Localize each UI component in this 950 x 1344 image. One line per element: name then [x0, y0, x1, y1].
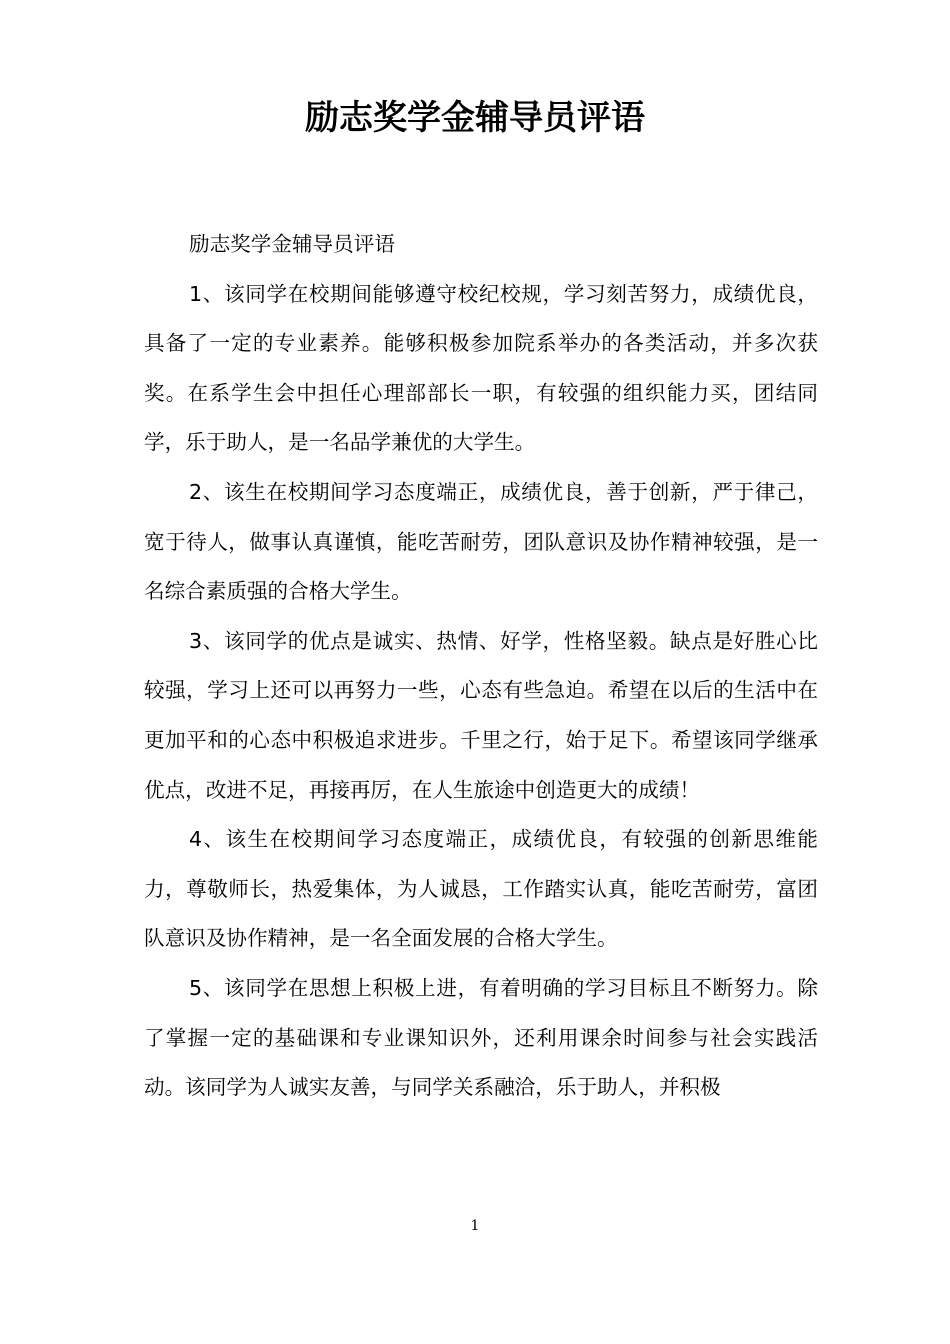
- paragraph-comment-4: 4、该生在校期间学习态度端正，成绩优良，有较强的创新思维能力，尊敬师长，热爱集体，为人诚恳，工作踏实认真，能吃苦耐劳，富团队意识及协作精神，是一名全面发展的合格大学生。: [144, 827, 818, 951]
- paragraph-subtitle: 励志奖学金辅导员评语: [189, 232, 395, 256]
- paragraph-comment-3: 3、该同学的优点是诚实、热情、好学，性格坚毅。缺点是好胜心比较强，学习上还可以再努力一些，心态有些急迫。希望在以后的生活中在更加平和的心态中积极追求进步。千里之行，始于足下。希望该同学继承优点，改进不足，再接再厉，在人生旅途中创造更大的成绩！: [144, 628, 818, 802]
- page-number: 1: [470, 1218, 480, 1234]
- paragraph-comment-1: 1、该同学在校期间能够遵守校纪校规，学习刻苦努力，成绩优良，具备了一定的专业素养。能够积极参加院系举办的各类活动，并多次获奖。在系学生会中担任心理部部长一职，有较强的组织能力买，团结同学，乐于助人，是一名品学兼优的大学生。: [144, 281, 818, 455]
- document-body: [144, 220, 818, 1113]
- paragraph-comment-5: 5、该同学在思想上积极上进，有着明确的学习目标且不断努力。除了掌握一定的基础课和专业课知识外，还利用课余时间参与社会实践活动。该同学为人诚实友善，与同学关系融洽，乐于助人，并积极: [144, 975, 818, 1100]
- paragraph-comment-2: 2、该生在校期间学习态度端正，成绩优良，善于创新，严于律己，宽于待人，做事认真谨慎，能吃苦耐劳，团队意识及协作精神较强，是一名综合素质强的合格大学生。: [144, 479, 818, 604]
- document-title: 励志奖学金辅导员评语: [305, 98, 645, 138]
